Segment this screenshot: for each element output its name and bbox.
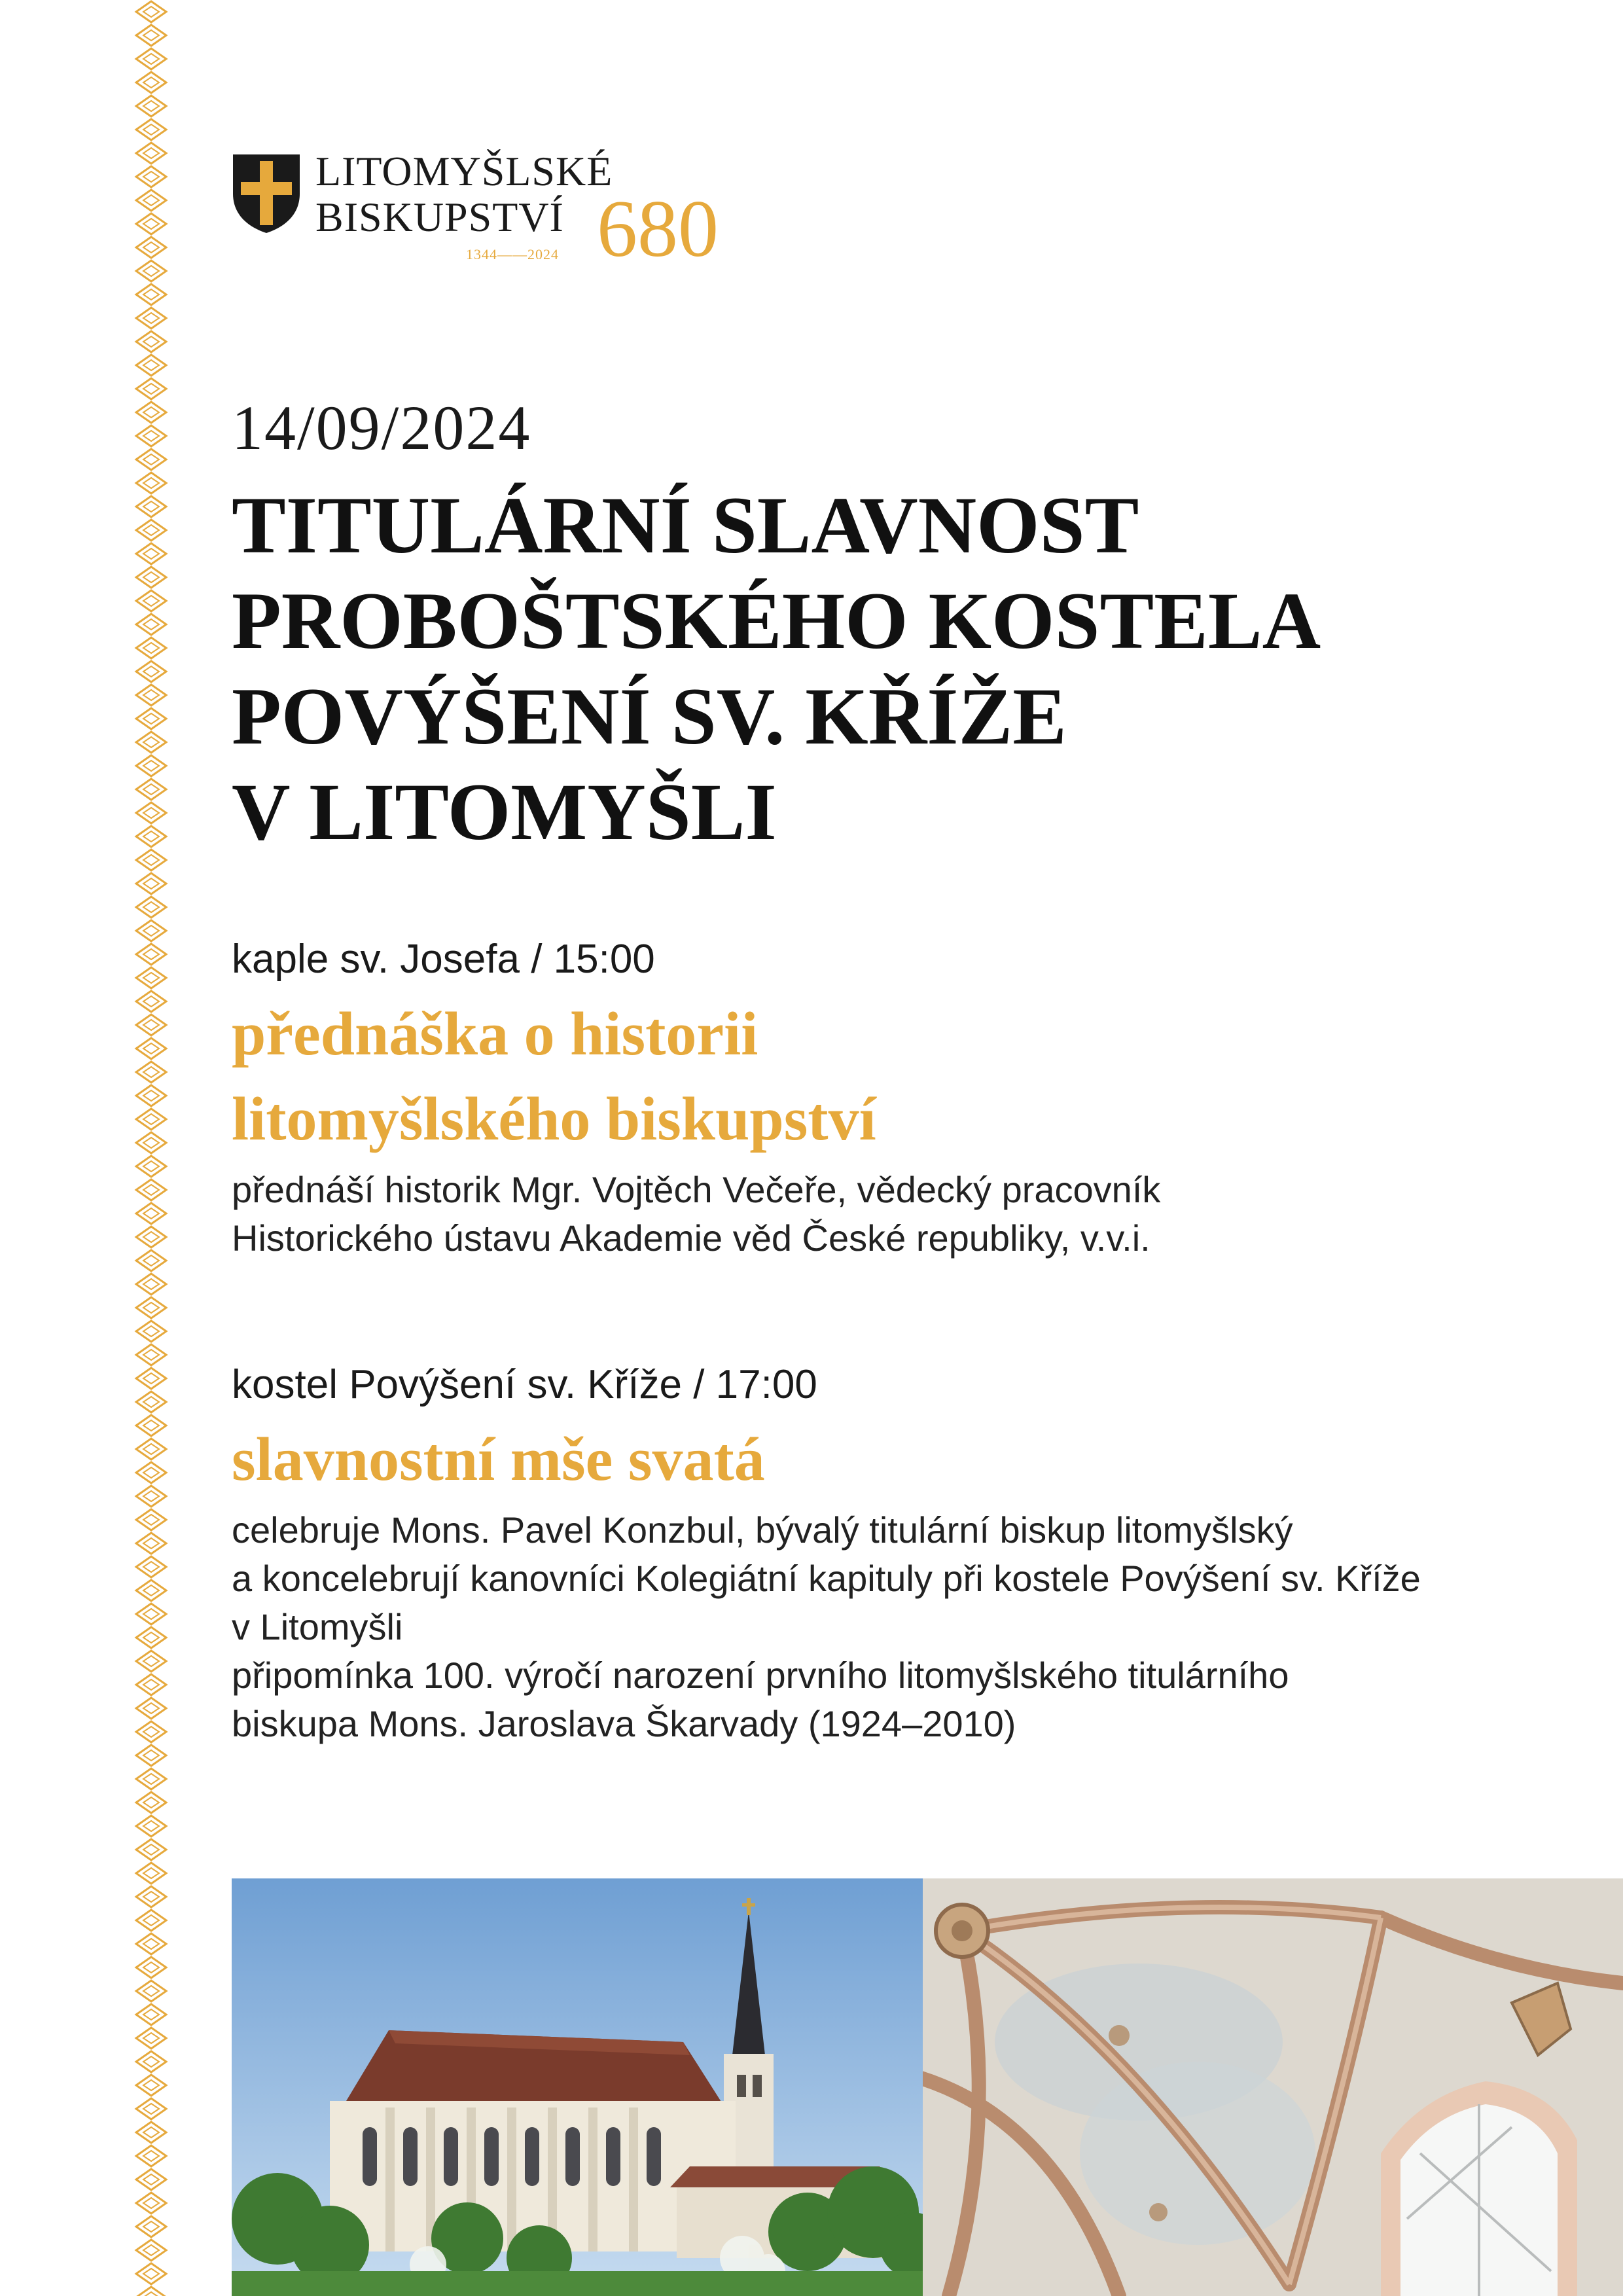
description-line: v Litomyšli: [232, 1606, 403, 1648]
title-line: TITULÁRNÍ SLAVNOST: [232, 480, 1139, 570]
program-item-mass: [232, 1361, 1580, 1748]
program-heading: [232, 992, 1580, 1162]
logo-line-1: LITOMYŠLSKÉ: [315, 148, 613, 194]
description-line: Historického ústavu Akademie věd České republiky, v.v.i.: [232, 1217, 1150, 1259]
description-line: přednáší historik Mgr. Vojtěch Večeře, vědecký pracovník: [232, 1169, 1161, 1211]
event-title: [232, 478, 1541, 860]
program-place-time: kaple sv. Josefa / 15:00: [232, 937, 655, 982]
decorative-border: [132, 0, 170, 2296]
logo-anniversary: 680: [597, 184, 719, 274]
description-line: a koncelebrují kanovníci Kolegiátní kapituly při kostele Povýšení sv. Kříže: [232, 1558, 1421, 1600]
program-heading: [232, 1417, 1580, 1502]
program-item-lecture: [232, 936, 1580, 1263]
title-line: PROBOŠTSKÉHO KOSTELA: [232, 576, 1321, 666]
heading-line: slavnostní mše svatá: [232, 1426, 765, 1494]
shield-cross-icon: [230, 152, 302, 234]
logo-line-2: BISKUPSTVÍ: [315, 194, 564, 240]
diocese-logo: [230, 149, 767, 274]
event-date: 14/09/2024: [232, 393, 531, 463]
church-interior-photo: [923, 1878, 1623, 2296]
program-place-time: kostel Povýšení sv. Kříže / 17:00: [232, 1362, 817, 1407]
program-description: [232, 1506, 1580, 1748]
title-line: POVÝŠENÍ SV. KŘÍŽE: [232, 672, 1067, 761]
heading-line: litomyšlského biskupství: [232, 1085, 876, 1154]
program-description: [232, 1166, 1580, 1263]
logo-years: 1344——2024: [466, 246, 559, 262]
title-line: V LITOMYŠLI: [232, 767, 777, 857]
description-line: biskupa Mons. Jaroslava Škarvady (1924–2010): [232, 1703, 1016, 1745]
heading-line: přednáška o historii: [232, 1000, 758, 1069]
description-line: připomínka 100. výročí narození prvního litomyšlského titulárního: [232, 1655, 1289, 1696]
church-exterior-photo: [232, 1878, 923, 2296]
description-line: celebruje Mons. Pavel Konzbul, bývalý titulární biskup litomyšlský: [232, 1509, 1293, 1551]
